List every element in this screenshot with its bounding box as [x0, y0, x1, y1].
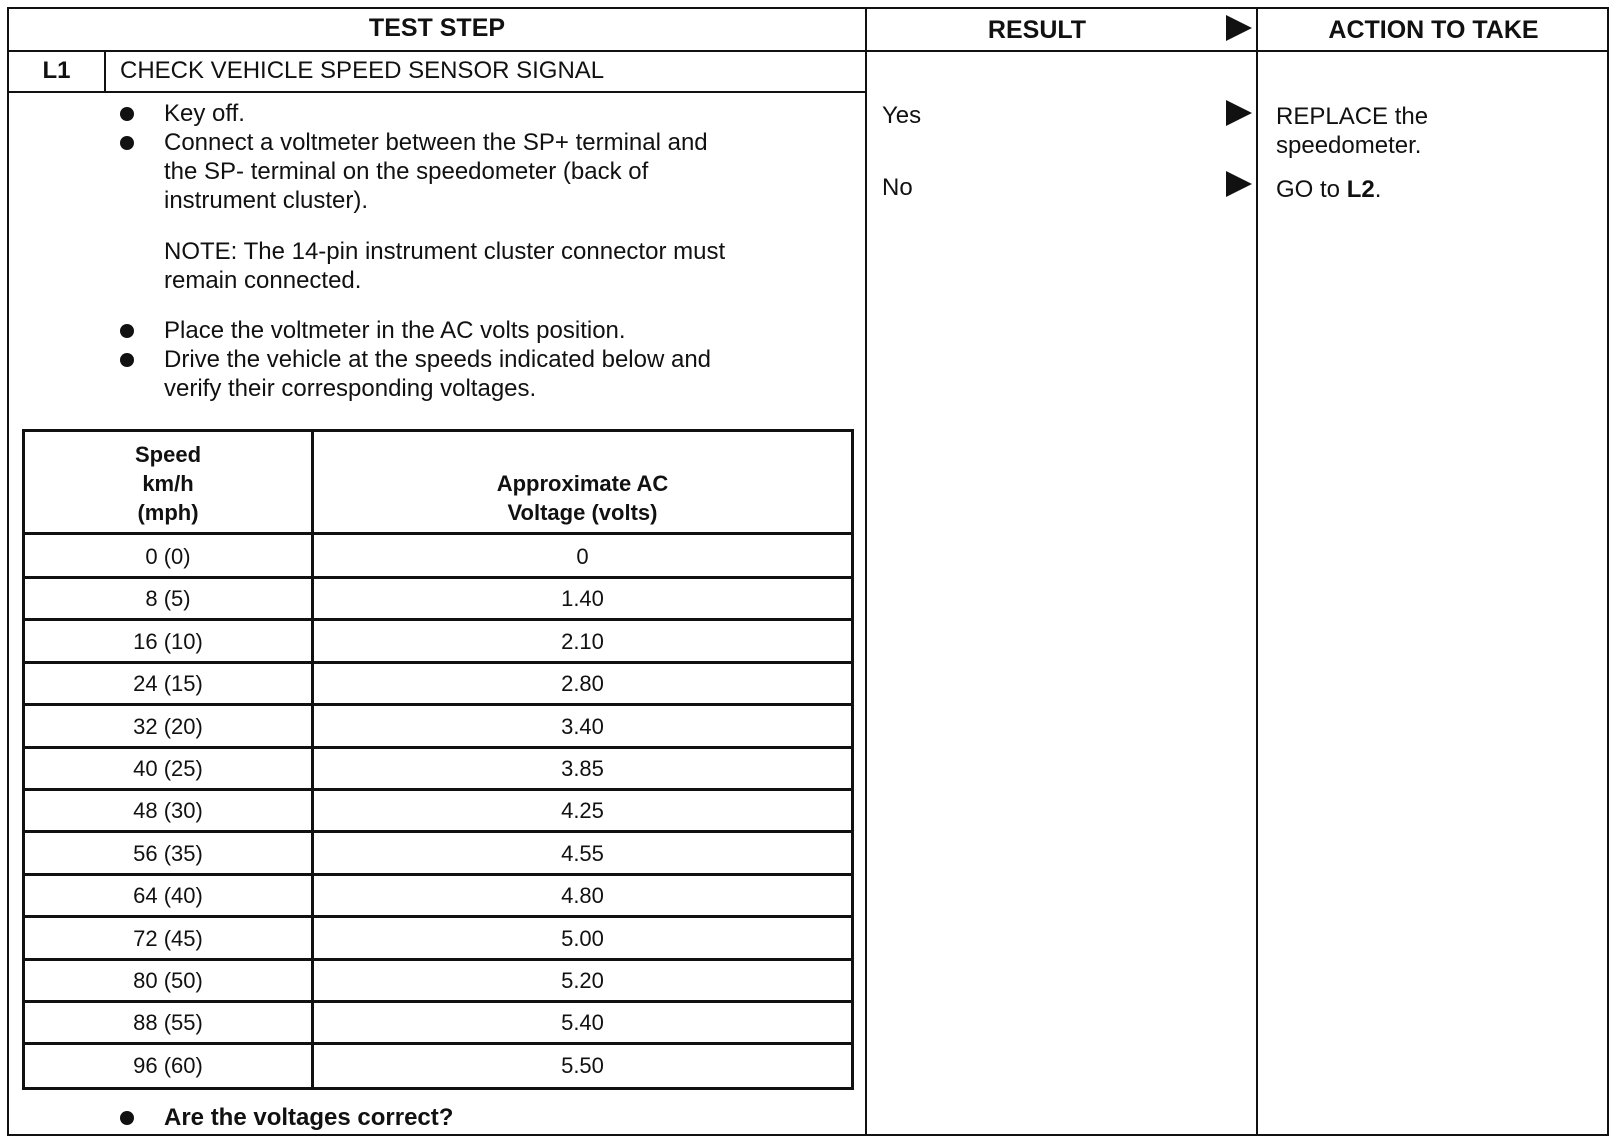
action-goto-suffix: .: [1374, 176, 1382, 203]
table-cell-voltage: 5.00: [561, 925, 604, 951]
frame-bottom: [7, 1134, 1609, 1136]
table-cell-voltage: 2.10: [561, 628, 604, 654]
table-row-divider: [25, 746, 851, 749]
bullet-icon: [120, 136, 134, 150]
table-row-divider: [25, 1000, 851, 1003]
step-title: CHECK VEHICLE SPEED SENSOR SIGNAL: [120, 57, 605, 84]
table-cell-voltage: 1.40: [561, 586, 604, 612]
action-goto: [1276, 175, 1381, 204]
table-header-speed-line2: km/h: [142, 471, 194, 496]
bullet-icon: [120, 353, 134, 367]
instruction-connect-line2: the SP- terminal on the speedometer (back of: [164, 158, 649, 185]
action-goto-prefix: GO to: [1276, 176, 1347, 203]
result-no: No: [882, 174, 913, 201]
table-row-divider: [25, 661, 851, 664]
table-cell-voltage: 5.20: [561, 968, 604, 993]
instruction-connect-line1: Connect a voltmeter between the SP+ terminal and: [164, 129, 708, 156]
step-title-divider: [7, 91, 867, 93]
header-divider: [7, 50, 1609, 52]
step-id-divider: [104, 50, 106, 93]
table-header-voltage-line1: Approximate AC: [496, 471, 669, 496]
header-test-step: TEST STEP: [368, 14, 506, 42]
table-cell-voltage: 4.25: [561, 798, 604, 824]
table-row-divider: [25, 576, 851, 579]
table-cell-speed: 32 (20): [133, 713, 203, 739]
table-header-speed-line1: Speed: [134, 442, 202, 467]
table-cell-speed: 24 (15): [133, 671, 203, 697]
instruction-drive-line2: verify their corresponding voltages.: [164, 375, 537, 402]
table-cell-speed: 16 (10): [133, 628, 203, 654]
instruction-drive-line1: Drive the vehicle at the speeds indicated below and: [164, 346, 712, 373]
table-cell-speed: 72 (45): [133, 925, 203, 951]
table-cell-voltage: 4.55: [561, 840, 604, 866]
table-header-voltage-line2: Voltage (volts): [507, 500, 658, 525]
frame-top: [7, 7, 1609, 9]
table-cell-speed: 48 (30): [133, 798, 203, 824]
table-cell-voltage: 2.80: [561, 671, 604, 697]
table-cell-voltage: 4.80: [561, 883, 604, 909]
table-cell-voltage: 3.40: [561, 713, 604, 739]
table-row-divider: [25, 830, 851, 833]
table-cell-speed: 40 (25): [133, 756, 203, 781]
table-row-divider: [25, 703, 851, 706]
table-cell-voltage: 3.85: [561, 756, 604, 781]
speed-voltage-table: [22, 429, 854, 1090]
table-cell-voltage: 5.50: [561, 1052, 604, 1078]
table-header-speed-line3: (mph): [137, 500, 199, 525]
result-no-arrow-icon: [1226, 171, 1252, 197]
header-arrow-icon: [1226, 15, 1252, 41]
instruction-key-off: Key off.: [164, 100, 245, 127]
table-header-voltage: [314, 469, 851, 527]
bullet-icon: [120, 324, 134, 338]
table-row-divider: [25, 618, 851, 621]
table-row-divider: [25, 1042, 851, 1045]
table-cell-speed: 0 (0): [145, 544, 191, 569]
frame-right: [1607, 7, 1609, 1136]
header-result: RESULT: [987, 16, 1087, 44]
table-row-divider: [25, 915, 851, 918]
action-goto-target: L2: [1346, 176, 1375, 203]
table-cell-speed: 88 (55): [133, 1010, 203, 1036]
table-cell-speed: 96 (60): [133, 1052, 203, 1078]
divider-result: [865, 7, 867, 1136]
table-header-divider: [25, 532, 851, 535]
bullet-icon: [120, 1111, 134, 1125]
step-id: L1: [42, 57, 71, 84]
question-voltages-correct: Are the voltages correct?: [164, 1104, 454, 1131]
bullet-icon: [120, 107, 134, 121]
table-cell-speed: 64 (40): [133, 883, 203, 909]
table-row-divider: [25, 873, 851, 876]
instruction-ac-volts: Place the voltmeter in the AC volts position.: [164, 317, 626, 344]
frame-left: [7, 7, 9, 1136]
result-yes: Yes: [882, 102, 922, 129]
table-cell-speed: 80 (50): [133, 968, 203, 993]
table-row-divider: [25, 788, 851, 791]
result-yes-arrow-icon: [1226, 100, 1252, 126]
table-cell-speed: 8 (5): [145, 586, 191, 612]
table-cell-voltage: 5.40: [561, 1010, 604, 1036]
note-line2: remain connected.: [164, 267, 362, 294]
table-cell-voltage: 0: [576, 544, 589, 569]
table-row-divider: [25, 958, 851, 961]
action-replace-line2: speedometer.: [1276, 132, 1422, 159]
table-header-speed: [25, 440, 311, 527]
action-replace-line1: REPLACE the: [1276, 103, 1429, 130]
table-cell-speed: 56 (35): [133, 840, 203, 866]
divider-action: [1256, 7, 1258, 1136]
note-line1: NOTE: The 14-pin instrument cluster connector must: [164, 238, 726, 265]
instruction-connect-line3: instrument cluster).: [164, 187, 369, 214]
header-action: ACTION TO TAKE: [1328, 16, 1539, 44]
